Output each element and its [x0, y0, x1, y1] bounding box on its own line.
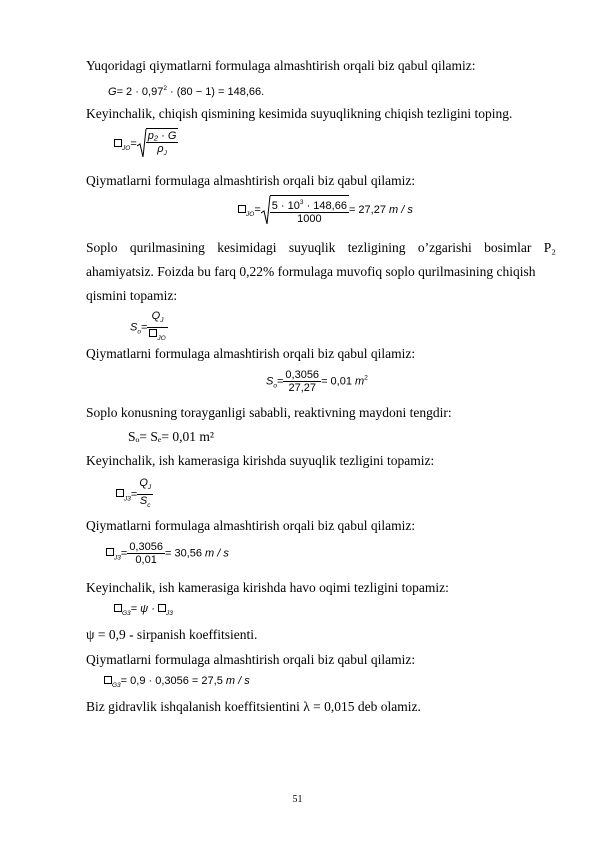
- missing-glyph-box: [114, 139, 122, 147]
- formula-nozzle-area-value: $S_o=$ $\frac{0,3056}{27,27}$ = 0,01 $m^2$: [266, 369, 368, 394]
- text-line: Keyinchalik, ish kamerasiga kirishda havo oqimi tezligini topamiz:: [86, 580, 449, 595]
- sqrt-symbol: $\frac{5 \cdot 10^3 \cdot 148,66}{1000}$: [261, 195, 349, 225]
- sqrt-symbol: $\frac{\text{p₂ · G}}{\rho_J}$: [137, 128, 179, 160]
- text-line: Soplo konusning torayganligi sababli, reaktivning maydoni tengdir:: [86, 405, 452, 420]
- text-line: qismini topamiz:: [86, 288, 178, 303]
- text-line: Qiymatlarni formulaga almashtirish orqali biz qabul qilamiz:: [86, 652, 416, 667]
- formula-outlet-velocity-value: $_{JO}$= $\frac{5 \cdot 10^3 \cdot 148,66}{1000}$ = 27,27 m / s: [238, 195, 413, 225]
- formula-chamber-velocity-value: $_{J3}$= $\frac{0,3056}{0,01}$ = 30,56 m / s: [106, 541, 229, 566]
- formula-outlet-velocity: $_{JO}$= $\frac{\text{p₂ · G}}{\rho_J}$: [114, 128, 178, 160]
- formula-nozzle-area: $S_o=$ $\frac{Q_J}{_{JO}}$: [130, 310, 166, 342]
- text-line: Qiymatlarni formulaga almashtirish orqali biz qabul qilamiz:: [86, 518, 416, 533]
- formula-g-mass-flow: $G= 2 \cdot 0,97^2 \cdot (80 - 1) = 148,66$.: [108, 85, 265, 98]
- missing-glyph-box: [104, 676, 112, 684]
- formula-air-velocity-value: $_{G3}$= 0,9 · 0,3056 = 27,5 m / s: [104, 675, 250, 692]
- text-line: Biz gidravlik ishqalanish koeffitsientini λ = 0,015 deb olamiz.: [86, 699, 421, 714]
- text-line: ahamiyatsiz. Foizda bu farq 0,22% formulaga muvofiq soplo qurilmasining chiqish: [86, 264, 536, 279]
- missing-glyph-box: [116, 489, 124, 497]
- area-equality: Sₒ= Sₑ= 0,01 m²: [128, 429, 214, 444]
- text-line: Keyinchalik, ish kamerasiga kirishda suyuqlik tezligini topamiz:: [86, 453, 435, 468]
- page-number: 51: [292, 794, 303, 805]
- missing-glyph-box: [114, 604, 122, 612]
- text-line: ψ = 0,9 - sirpanish koeffitsienti.: [86, 627, 258, 642]
- text-line: Qiymatlarni formulaga almashtirish orqali biz qabul qilamiz:: [86, 173, 416, 188]
- formula-air-velocity: $_{G3}$= ψ · $_{J3}$: [114, 603, 173, 620]
- formula-chamber-velocity: $_{J3}$= $\frac{Q_J}{S_c}$: [116, 477, 153, 512]
- missing-glyph-box: [238, 205, 246, 213]
- text-line: Qiymatlarni formulaga almashtirish orqali biz qabul qilamiz:: [86, 346, 416, 361]
- missing-glyph-box: [106, 548, 114, 556]
- text-line: Keyinchalik, chiqish qismining kesimida suyuqlikning chiqish tezligini toping.: [86, 106, 513, 121]
- text-line: Soplo qurilmasining kesimidagi suyuqlik tezligining o’zgarishi bosimlar P₂: [86, 240, 556, 255]
- text-line: Yuqoridagi qiymatlarni formulaga almashtirish orqali biz qabul qilamiz:: [86, 58, 476, 73]
- missing-glyph-box: [158, 604, 166, 612]
